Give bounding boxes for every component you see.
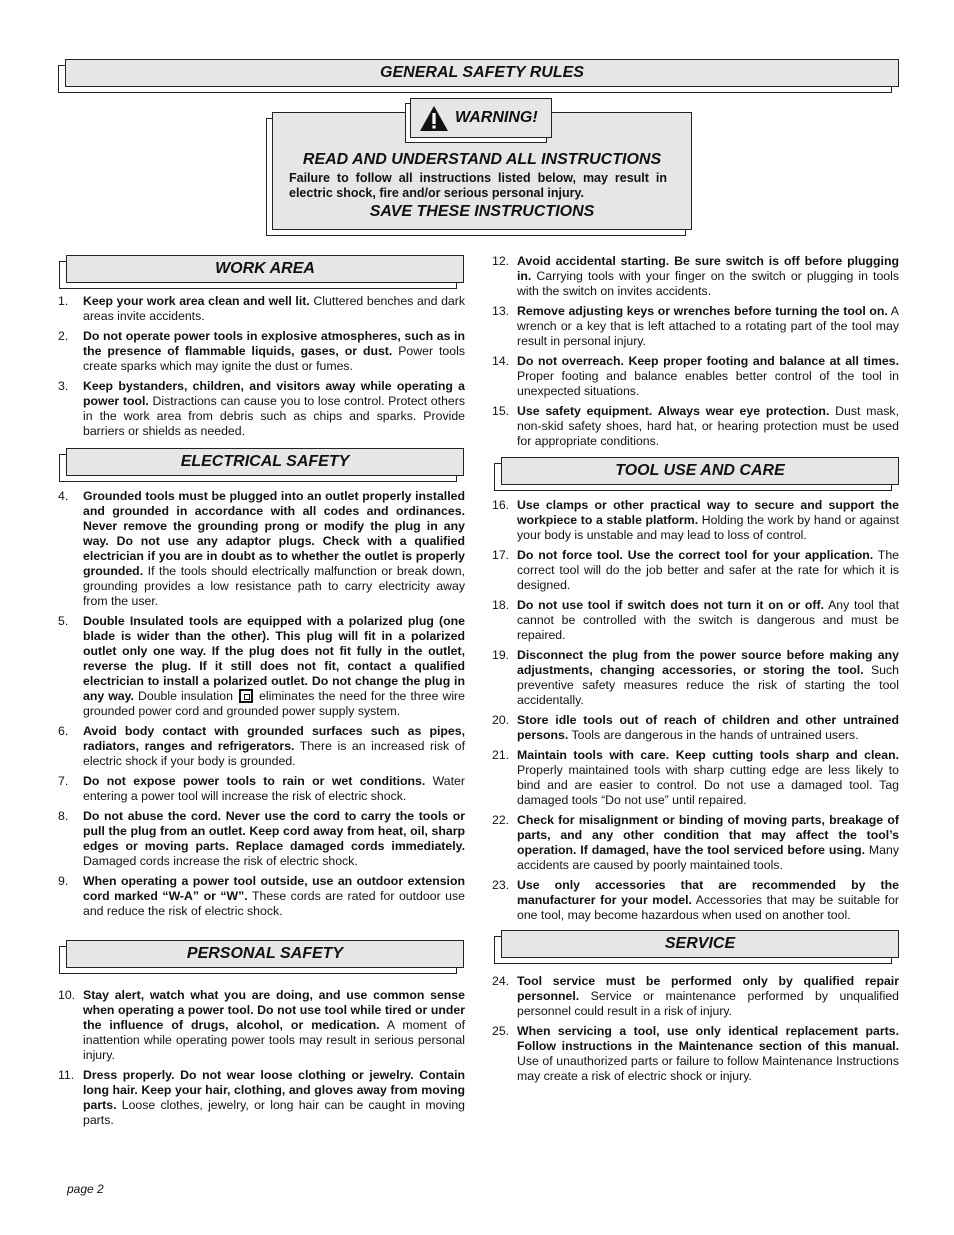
list-item: [58, 988, 465, 1063]
item-text: There is an increased risk of electric shock if your body is grounded.: [83, 739, 465, 768]
item-bold-text: Disconnect the plug from the power source before making any adjustments, changing accessories, or storing the tool.: [517, 648, 899, 677]
item-number: 20.: [492, 713, 510, 727]
item-text: If the tools should electrically malfunction or break down, grounding provides a low resistance path to carry electricity away from the user.: [83, 564, 465, 608]
list-item: [492, 648, 899, 708]
service-list: [492, 974, 899, 1084]
list-item: [492, 598, 899, 643]
list-item: [492, 974, 899, 1019]
work-area-list: [58, 294, 465, 439]
item-text: A wrench or a key that is left attached to a rotating part of the tool may result in personal injury.: [517, 304, 899, 348]
item-bold-text: Dress properly. Do not wear loose clothing or jewelry. Contain long hair. Keep your hair, clothing, and gloves away from moving parts.: [83, 1068, 465, 1112]
item-number: 2.: [58, 329, 69, 343]
electrical-safety-header: [66, 448, 464, 476]
item-text: Loose clothes, jewelry, or long hair can be caught in moving parts.: [83, 1098, 465, 1127]
list-item: [58, 614, 465, 719]
warning-title: READ AND UNDERSTAND ALL INSTRUCTIONS: [302, 151, 662, 168]
item-number: 14.: [492, 354, 510, 368]
item-text: A moment of inattention while operating power tools may result in serious personal injury.: [83, 1018, 465, 1062]
section-title: WORK AREA: [66, 255, 464, 283]
list-item: [492, 1024, 899, 1084]
item-number: 8.: [58, 809, 69, 823]
item-number: 6.: [58, 724, 69, 738]
item-number: 7.: [58, 774, 69, 788]
item-text: Cluttered benches and dark areas invite accidents.: [83, 294, 465, 323]
item-number: 1.: [58, 294, 69, 308]
item-text: Carrying tools with your finger on the switch or plugging in tools with the switch on invites accidents.: [517, 269, 899, 298]
item-number: 3.: [58, 379, 69, 393]
item-number: 11.: [58, 1068, 75, 1082]
item-number: 22.: [492, 813, 510, 827]
item-number: 4.: [58, 489, 69, 503]
list-item: [492, 404, 899, 449]
list-item: [58, 329, 465, 374]
item-bold-text: Use clamps or other practical way to secure and support the workpiece to a stable platform.: [517, 498, 899, 527]
list-item: [492, 878, 899, 923]
warning-save-text: SAVE THESE INSTRUCTIONS: [369, 203, 595, 220]
item-text: Holding the work by hand or against your body is unstable and may lead to loss of control.: [517, 513, 899, 542]
service-header: [501, 930, 899, 958]
item-bold-text: Do not expose power tools to rain or wet conditions.: [83, 774, 426, 788]
item-bold-text: Do not abuse the cord. Never use the cord to carry the tools or pull the plug from an outlet. Keep cord away from heat, oil, sharp edges or moving parts. Replace damaged cords immediately.: [83, 809, 465, 853]
item-text: Such preventive safety measures reduce the risk of starting the tool accidentally.: [517, 663, 899, 707]
double-insulation-icon: [239, 689, 253, 703]
item-bold-text: Do not operate power tools in explosive atmospheres, such as in the presence of flammable liquids, gases, or dust.: [83, 329, 465, 358]
item-number: 9.: [58, 874, 69, 888]
item-text: Power tools create sparks which may ignite the dust or fumes.: [83, 344, 465, 373]
page-number: page 2: [67, 1182, 104, 1196]
list-item: [492, 813, 899, 873]
item-text: Service or maintenance performed by unqualified personnel could result in a risk of injury.: [517, 989, 899, 1018]
item-text: These cords are rated for outdoor use and reduce the risk of electric shock.: [83, 889, 466, 918]
personal-safety-list: [58, 988, 465, 1128]
section-title: PERSONAL SAFETY: [66, 940, 464, 968]
work-area-header: [66, 255, 464, 283]
item-number: 17.: [492, 548, 510, 562]
page-title: GENERAL SAFETY RULES: [65, 59, 899, 87]
item-bold-text: Use only accessories that are recommended by the manufacturer for your model.: [517, 878, 899, 907]
item-text: Damaged cords increase the risk of electric shock.: [83, 854, 358, 868]
list-item: [492, 748, 899, 808]
list-item: [58, 294, 465, 324]
item-bold-text: Keep bystanders, children, and visitors away while operating a power tool.: [83, 379, 465, 408]
item-number: 10.: [58, 988, 76, 1002]
item-text: Accessories that may be suitable for one tool, may become hazardous when used on another tool.: [517, 893, 899, 922]
section-title: ELECTRICAL SAFETY: [66, 448, 464, 476]
item-bold-text: Do not force tool. Use the correct tool for your application.: [517, 548, 874, 562]
general-rules-list: [492, 254, 899, 449]
item-bold-text: Maintain tools with care. Keep cutting tools sharp and clean.: [517, 748, 899, 762]
personal-safety-header: [66, 940, 464, 968]
item-text: Water entering a power tool will increase the risk of electric shock.: [83, 774, 465, 803]
list-item: [58, 1068, 465, 1128]
item-number: 12.: [492, 254, 510, 268]
item-text: Dust mask, non-skid safety shoes, hard hat, or hearing protection must be used for appropriate conditions.: [517, 404, 899, 448]
item-text: eliminates the need for the three wire grounded power cord and grounded power supply system.: [83, 689, 465, 718]
section-title: SERVICE: [501, 930, 899, 958]
list-item: [58, 774, 465, 804]
item-text: Double insulation: [133, 689, 237, 703]
item-text: Use of unauthorized parts or failure to follow Maintenance Instructions may create a risk of electric shock or injury.: [517, 1054, 899, 1083]
item-number: 15.: [492, 404, 510, 418]
item-bold-text: Do not use tool if switch does not turn it on or off.: [517, 598, 825, 612]
item-bold-text: Tool service must be performed only by qualified repair personnel.: [517, 974, 899, 1003]
list-item: [492, 498, 899, 543]
list-item: [492, 548, 899, 593]
item-bold-text: Remove adjusting keys or wrenches before turning the tool on.: [517, 304, 888, 318]
warning-tab-panel: [410, 98, 552, 138]
list-item: [58, 809, 465, 869]
item-text: Properly maintained tools with sharp cutting edge are less likely to bind and are easier to control. Do not use a damaged tool. Tag damaged tools “Do not use” until repaired.: [517, 763, 899, 807]
item-bold-text: Use safety equipment. Always wear eye protection.: [517, 404, 830, 418]
list-item: [492, 354, 899, 399]
item-text: Distractions can cause you to lose control. Protect others in the work area from debris such as chips and sparks. Provide barriers or shields as needed.: [83, 394, 465, 438]
item-text: Any tool that cannot be controlled with the switch is dangerous and must be repaired.: [517, 598, 899, 642]
item-number: 5.: [58, 614, 69, 628]
item-text: Tools are dangerous in the hands of untrained users.: [568, 728, 859, 742]
warning-label: WARNING!: [455, 109, 538, 126]
item-number: 13.: [492, 304, 510, 318]
item-bold-text: Double Insulated tools are equipped with a polarized plug (one blade is wider than the other). This plug will fit in a polarized outlet only one way. If the plug does not fit fully in the outlet, reverse the plug. If it still does not fit, contact a qualified electrician to install a polarized outlet. Do not change the plug in any way.: [83, 614, 465, 703]
list-item: [492, 713, 899, 743]
item-bold-text: Avoid accidental starting. Be sure switch is off before plugging in.: [517, 254, 899, 283]
item-text: Proper footing and balance enables better control of the tool in unexpected situations.: [517, 369, 899, 398]
warning-tab: [410, 98, 552, 138]
item-number: 21.: [492, 748, 510, 762]
list-item: [492, 254, 899, 299]
list-item: [58, 724, 465, 769]
warning-triangle-icon: [419, 105, 449, 132]
item-bold-text: Avoid body contact with grounded surfaces such as pipes, radiators, ranges and refrigerators.: [83, 724, 465, 753]
item-bold-text: When servicing a tool, use only identical replacement parts. Follow instructions in the Maintenance section of this manual.: [517, 1024, 899, 1053]
item-bold-text: Check for misalignment or binding of moving parts, breakage of parts, and any other condition that may affect the tool’s operation. If damaged, have the tool serviced before using.: [517, 813, 899, 857]
general-safety-header: [65, 59, 899, 87]
item-bold-text: Store idle tools out of reach of children and other untrained persons.: [517, 713, 899, 742]
tool-use-list: [492, 498, 899, 923]
item-bold-text: Grounded tools must be plugged into an outlet properly installed and grounded in accordance with all codes and ordinances. Never remove the grounding prong or modify the plug in any way. Do not use any adaptor plugs. Check with a qualified electrician if you are in doubt as to whether the outlet is properly grounded.: [83, 489, 465, 578]
item-bold-text: Keep your work area clean and well lit.: [83, 294, 310, 308]
list-item: [58, 489, 465, 609]
item-bold-text: Do not overreach. Keep proper footing and balance at all times.: [517, 354, 899, 368]
item-number: 18.: [492, 598, 510, 612]
warning-text: Failure to follow all instructions listed below, may result in electric shock, fire and/or serious personal injury.: [289, 171, 667, 200]
item-bold-text: Stay alert, watch what you are doing, and use common sense when operating a power tool. Do not use tool while tired or under the influence of drugs, alcohol, or medication.: [83, 988, 465, 1032]
list-item: [492, 304, 899, 349]
item-number: 23.: [492, 878, 510, 892]
list-item: [58, 379, 465, 439]
tool-use-header: [501, 457, 899, 485]
item-text: Many accidents are caused by poorly maintained tools.: [517, 843, 899, 872]
item-number: 16.: [492, 498, 510, 512]
item-bold-text: When operating a power tool outside, use an outdoor extension cord marked “W-A” or “W”.: [83, 874, 465, 903]
section-title: TOOL USE AND CARE: [501, 457, 899, 485]
item-number: 19.: [492, 648, 510, 662]
item-number: 25.: [492, 1024, 510, 1038]
electrical-safety-list: [58, 489, 465, 919]
item-number: 24.: [492, 974, 510, 988]
list-item: [58, 874, 465, 919]
item-text: The correct tool will do the job better and safer at the rate for which it is designed.: [517, 548, 899, 592]
